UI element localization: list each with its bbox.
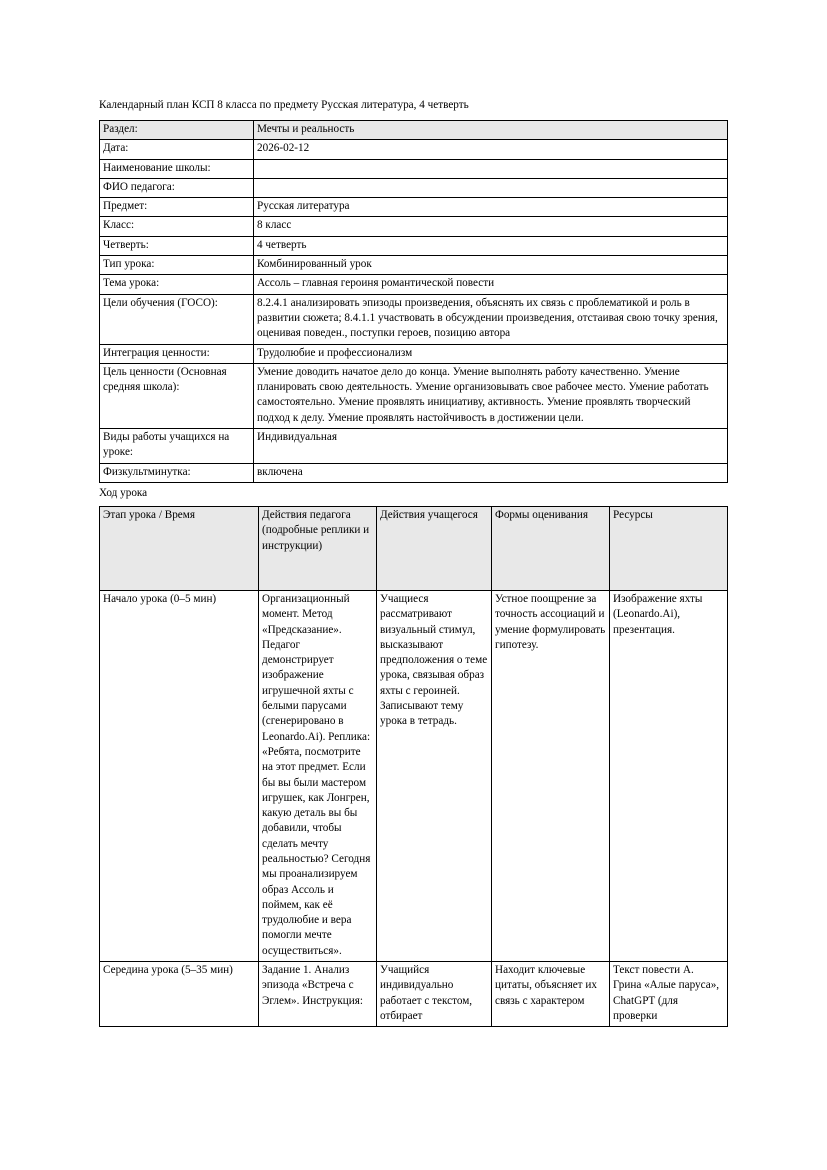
column-header: Действия педагога (подробные реплики и инструкции) — [259, 506, 377, 590]
table-row — [100, 140, 728, 159]
document-title: Календарный план КСП 8 класса по предмету Русская литература, 4 четверть — [99, 99, 469, 111]
document-content — [99, 97, 727, 1027]
info-row-value: Индивидуальная — [254, 429, 728, 464]
info-row-label: Тема урока: — [100, 275, 254, 294]
teacher-actions-cell: Организационный момент. Метод «Предсказание». Педагог демонстрирует изображение игрушечной яхты с белыми парусами (сгенерировано в Leonardo.Ai). Реплика: «Ребята, посмотрите на этот предмет. Если бы вы были мастером игрушек, как Лонгрен, какую деталь вы бы добавили, чтобы сделать мечту реальностью? Сегодня мы проанализируем образ Ассоль и поймем, как её трудолюбие и вера помогли мечте осуществиться». — [259, 590, 377, 961]
info-row-label: Предмет: — [100, 198, 254, 217]
info-row-value: 8.2.4.1 анализировать эпизоды произведения, объяснять их связь с проблематикой и роль в развитии сюжета; 8.4.1.1 участвовать в обсуждении произведения, отстаивая свою точку зрения, оценивая поведен., поступки героев, позицию автора — [254, 294, 728, 344]
lesson-flow-table-head — [100, 506, 728, 590]
info-row-value: включена — [254, 463, 728, 482]
info-row-value: Трудолюбие и профессионализм — [254, 344, 728, 363]
info-row-value: 8 класс — [254, 217, 728, 236]
info-row-label: Виды работы учащихся на уроке: — [100, 429, 254, 464]
info-row-label: Интеграция ценности: — [100, 344, 254, 363]
table-row — [100, 217, 728, 236]
lesson-flow-table-body — [100, 590, 728, 1026]
column-header: Этап урока / Время — [100, 506, 259, 590]
info-row-value: Ассоль – главная героиня романтической повести — [254, 275, 728, 294]
info-row-value — [254, 178, 728, 197]
info-row-label: ФИО педагога: — [100, 178, 254, 197]
table-row — [100, 429, 728, 464]
info-row-value: 2026-02-12 — [254, 140, 728, 159]
resources-cell: Текст повести А. Грина «Алые паруса», ChatGPT (для проверки — [610, 962, 728, 1027]
table-row — [100, 121, 728, 140]
assessment-cell: Находит ключевые цитаты, объясняет их связь с характером — [492, 962, 610, 1027]
table-header-row — [100, 506, 728, 590]
table-row — [100, 962, 728, 1027]
info-row-value: 4 четверть — [254, 236, 728, 255]
info-row-label: Тип урока: — [100, 256, 254, 275]
info-row-label: Цель ценности (Основная средняя школа): — [100, 363, 254, 428]
info-row-label: Класс: — [100, 217, 254, 236]
column-header: Формы оценивания — [492, 506, 610, 590]
stage-cell: Начало урока (0–5 мин) — [100, 590, 259, 961]
table-row — [100, 159, 728, 178]
info-row-value: Комбинированный урок — [254, 256, 728, 275]
resources-cell: Изображение яхты (Leonardo.Ai), презентация. — [610, 590, 728, 961]
table-row — [100, 275, 728, 294]
info-row-label: Четверть: — [100, 236, 254, 255]
student-actions-cell: Учащийся индивидуально работает с текстом, отбирает — [377, 962, 492, 1027]
assessment-cell: Устное поощрение за точность ассоциаций и умение формулировать гипотезу. — [492, 590, 610, 961]
lesson-flow-table — [99, 506, 728, 1027]
info-row-label: Раздел: — [100, 121, 254, 140]
lesson-info-table-body — [100, 121, 728, 483]
table-row — [100, 463, 728, 482]
table-row — [100, 178, 728, 197]
table-row — [100, 363, 728, 428]
info-row-value: Умение доводить начатое дело до конца. Умение выполнять работу качественно. Умение планировать свою деятельность. Умение организовывать свое рабочее место. Умение работать самостоятельно. Умение проявлять инициативу, активность. Умение проявлять творческий подход к делу. Умение проявлять настойчивость в достижении цели. — [254, 363, 728, 428]
teacher-actions-cell: Задание 1. Анализ эпизода «Встреча с Эглем». Инструкция: — [259, 962, 377, 1027]
column-header: Действия учащегося — [377, 506, 492, 590]
info-row-label: Дата: — [100, 140, 254, 159]
info-row-label: Наименование школы: — [100, 159, 254, 178]
table-row — [100, 590, 728, 961]
column-header: Ресурсы — [610, 506, 728, 590]
table-row — [100, 256, 728, 275]
info-row-value — [254, 159, 728, 178]
info-row-value: Русская литература — [254, 198, 728, 217]
lesson-info-table — [99, 120, 728, 483]
info-row-label: Физкультминутка: — [100, 463, 254, 482]
student-actions-cell: Учащиеся рассматривают визуальный стимул, высказывают предположения о теме урока, связывая образ яхты с героиней. Записывают тему урока в тетрадь. — [377, 590, 492, 961]
stage-cell: Середина урока (5–35 мин) — [100, 962, 259, 1027]
table-row — [100, 344, 728, 363]
info-row-value: Мечты и реальность — [254, 121, 728, 140]
lesson-flow-label: Ход урока — [99, 486, 148, 499]
info-row-label: Цели обучения (ГОСО): — [100, 294, 254, 344]
table-row — [100, 198, 728, 217]
table-row — [100, 236, 728, 255]
table-row — [100, 294, 728, 344]
